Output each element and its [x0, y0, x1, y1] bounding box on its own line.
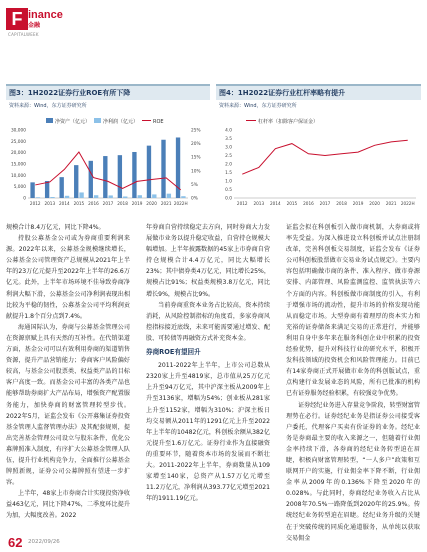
- y-tick-label: 3.0: [225, 145, 232, 151]
- bar-net-profit: [65, 196, 69, 198]
- x-tick-label: 2022H: [400, 201, 415, 206]
- leverage-chart: [216, 116, 421, 220]
- bar-net-assets: [30, 182, 34, 198]
- bar-net-assets: [60, 177, 64, 198]
- paragraph: 2011-2022年上半年，上市公司总数从2320家上升至4819家，总市值从25万亿元上升至94万亿元，其中沪深主板从2009年上升至3136家，增幅为54%；创业板从281家上升至1152家，增幅为310%；沪深主板日均交易额从2011年的1291亿元上升至2022年上半年的10482亿元，科创板余额从382亿元提升至1.6万亿元。证券行业作为直接融资的重要环节，随着资本市场的发展而不断壮大。2011-2022年上半年，券商数量从109家增至140家，总资产从1.57万亿元增至11.2万亿元，净利润从393.77亿元增至2021年的1911.19亿元。: [146, 362, 270, 503]
- brand-subtitle: CAPITALWEEK: [8, 32, 39, 37]
- x-tick-label: 2020: [369, 201, 380, 206]
- x-tick-label: 2021: [385, 201, 397, 206]
- x-tick-label: 2018: [336, 201, 347, 206]
- x-tick-label: 2017: [102, 201, 114, 206]
- x-tick-label: 2022H: [173, 201, 188, 206]
- y-tick-label: 20,000: [10, 151, 26, 157]
- x-tick-label: 2019: [352, 201, 364, 206]
- column-2: [146, 222, 270, 504]
- y-tick-label: 4.0: [225, 128, 232, 134]
- bar-net-profit: [181, 196, 185, 198]
- y2-tick-label: 5%: [191, 182, 198, 188]
- x-tick-label: 2021: [160, 201, 172, 206]
- y-tick-label: 2.5: [225, 154, 232, 159]
- page-date: 2022/09/26: [28, 539, 60, 545]
- x-tick-label: 2015: [73, 201, 85, 206]
- roe-line: [35, 152, 180, 190]
- y2-tick-label: 10%: [191, 169, 201, 175]
- x-tick-label: 2017: [319, 201, 331, 206]
- page-header: [0, 0, 427, 40]
- bar-net-profit: [167, 194, 171, 198]
- y-tick-label: 3.5: [225, 137, 232, 142]
- y-tick-label: 0: [23, 196, 26, 202]
- legend-label: ROE: [153, 119, 164, 125]
- legend-swatch: [46, 118, 53, 123]
- y-tick-label: 30,000: [10, 128, 26, 134]
- paragraph: 当前券商重资本业务占比较高，资本持续消耗，从风险控制指标的角度看，多家券商风控指标接近底线，未来可能需要通过增发、配股、可转债等再融资方式补充资本金。: [146, 301, 270, 342]
- bar-net-assets: [89, 161, 93, 198]
- bar-net-profit: [109, 195, 113, 198]
- paragraph: 年券商自营持续稳定去方向，同时券商大力发展做市业务以提升稳定收益，自营持仓规模大幅增加。上半年披露数据的45家上市券商自营持仓规模合计4.4万亿元，同比大幅增长23%；其中债券类4万亿元，同比增长25%，规模占比91%；权益类规模3.8万亿元，同比增长9%，规模占比9%。: [146, 224, 270, 298]
- column-3: [286, 222, 420, 544]
- y-tick-label: 25,000: [10, 139, 26, 145]
- bar-net-profit: [79, 192, 83, 198]
- bar-net-profit: [138, 195, 142, 198]
- bar-net-profit: [36, 197, 40, 198]
- legend-label: 净利润（亿元）: [103, 119, 139, 125]
- legend-label: 杠杆率（扣除客户保证金）: [258, 119, 319, 125]
- leverage-line: [242, 140, 407, 174]
- x-tick-label: 2012: [236, 201, 248, 206]
- bar-net-profit: [94, 195, 98, 198]
- paragraph: 持股公募基金公司或为券商重要利润来源。2022年以来，公募基金规模继续增长，公募基金公司管理资产总规模从2021年上半年的23万亿元提升至2022年上半年的26.6万亿元。此外，上半年市场环境不佳导致券商净利润大幅下滑，公募基金公司净利润表现出相比较为平稳的韧性，公募基金公司平均利润贡献提升1.8个百分点到7.4%。: [6, 235, 130, 320]
- y-tick-label: 0.0: [225, 196, 232, 202]
- x-tick-label: 2014: [270, 201, 281, 206]
- brand-logo-icon: F: [6, 8, 28, 30]
- bar-net-assets: [74, 165, 78, 198]
- y-tick-label: 2.0: [225, 162, 232, 168]
- roe-chart: [6, 116, 210, 220]
- bar-net-profit: [50, 197, 54, 198]
- x-tick-label: 2013: [44, 201, 56, 206]
- figure-3-title: 图3：1H2022证券行业ROE有所下降: [6, 86, 210, 100]
- bar-net-assets: [45, 181, 49, 198]
- y-tick-label: 1.5: [225, 171, 232, 176]
- x-tick-label: 2018: [117, 201, 128, 206]
- figure-3: [6, 84, 210, 218]
- paragraph: 上半年，48家上市券商合计实现投资净收益463亿元，同比下降47%，二季度环比提升为加，大幅度改善。2022: [6, 490, 130, 520]
- x-tick-label: 2016: [88, 201, 99, 206]
- y2-tick-label: 15%: [191, 155, 201, 161]
- y2-tick-label: 20%: [191, 142, 201, 148]
- y-tick-label: 15,000: [10, 162, 26, 168]
- y-tick-label: 1.0: [225, 179, 232, 185]
- x-tick-label: 2020: [146, 201, 157, 206]
- bar-net-assets: [161, 140, 165, 198]
- y-tick-label: 0.5: [225, 188, 232, 193]
- x-tick-label: 2014: [59, 201, 70, 206]
- bar-net-assets: [147, 146, 151, 198]
- paragraph: 证券经纪业务进入存量竞争阶段，转型财富管理势在必行。证券经纪业务是指证券公司接受客户委托，代理客户买卖有价证券的业务。经纪业务是券商最主要的收入来源之一，但随着行业佣金率持续下滑，各券商的经纪业务转型迫在眉睫，积极向财富管理转型，“一人多户”政策和互联网开户的实施，行业佣金率下降不断，行业佣金率从2009年的0.136%下降至2020年的0.028%。与此同时，券商经纪业务收入占比从2008年70.5%一路降低到2020年的25.9%。传统经纪业务转型迫在眉睫。经纪业务升级的关键在于突破传统的同质化通道服务，从单纯以获取交易佣金: [286, 401, 420, 542]
- y-tick-label: 10,000: [10, 173, 26, 179]
- section-heading: 券商ROE有望回升: [146, 348, 201, 357]
- legend-label: 净资产（亿元）: [55, 119, 91, 125]
- bar-net-assets: [103, 156, 107, 198]
- figure-4: [216, 84, 421, 218]
- page-number: 62: [8, 535, 23, 550]
- figure-4-title: 图4：1H2022证券行业杠杆率略有提升: [216, 86, 421, 100]
- x-tick-label: 2016: [303, 201, 314, 206]
- y-tick-label: 5,000: [13, 185, 26, 191]
- bar-net-profit: [123, 196, 127, 198]
- bar-net-profit: [152, 194, 156, 198]
- bar-net-assets: [118, 155, 122, 198]
- figure-4-source: 资料来源：Wind，东方证券研究所: [219, 103, 297, 109]
- page-footer: [0, 531, 427, 552]
- y2-tick-label: 0%: [191, 196, 198, 202]
- figure-3-source: 资料来源：Wind，东方证券研究所: [9, 103, 87, 109]
- legend-swatch: [94, 118, 101, 123]
- brand-name: inance: [28, 9, 63, 21]
- column-1: [6, 222, 130, 522]
- x-tick-label: 2015: [286, 201, 298, 206]
- x-tick-label: 2019: [131, 201, 143, 206]
- x-tick-label: 2013: [253, 201, 265, 206]
- paragraph: 海通国际认为，券商与公募基金管理公司在资源禀赋上具有天然的互补性。在代销渠道方面，基金公司可以有效利用券商的渠道销售资源，提升产品营销能力；券商客户风险偏好较高，与基金公司股票类、权益类产品的目标客户高度一致。而基金公司丰富的各类产品也能够帮助券商扩大产品布局，增强资产配置服务能力，加快券商的财富管理转型步伐。2022年5月，证监会发布《公开募集证券投资基金管理人监督管理办法》及其配套规则，提出完善基金管理公司设立与股东条件，优化公募牌照准入制度，有序扩大公募基金管理人队伍，提升行业机构竞争力，全面推行公募基金牌照新规，证券公司公募牌照有望进一步扩容。: [6, 323, 130, 487]
- paragraph: 证监会拟在科创板引入做市商机制，大券商或将率先受益。为深入推进设立科创板并试点注册制改革，完善科创板交易制度，证监会发布《证券公司科创板股票做市交易业务试点规定》。主要内容包括明确做市商的条件、准入程序、做市券源安排、内部管理、风险监测监控、监管执法等六个方面的内容。科创板做市商制度的引入，有利于增强市场的流动性，提升市场的价格发现功能从而稳定市场。大型券商有着理厚的资本实力和充裕的证券储备来满足交易的正常进行，并能够利用自身中多年来在服务科创企业中积累的投资经验优势，提升对科技行业的研究水平，积极开发科技领域的投资机会和风险管理能力。目前已有14家券商正式开展做市业务的科创版试点，重点构建行业发展业态的风险，所有已批准的机构已有证券服务经验积累，有较强竞争优势。: [286, 224, 420, 398]
- bar-net-assets: [132, 152, 136, 198]
- paragraph: 规模合计8.4万亿元，同比下降4%。: [6, 224, 105, 231]
- x-tick-label: 2012: [29, 201, 41, 206]
- y2-tick-label: 25%: [191, 128, 201, 134]
- brand-name-cn: 金融: [28, 22, 41, 29]
